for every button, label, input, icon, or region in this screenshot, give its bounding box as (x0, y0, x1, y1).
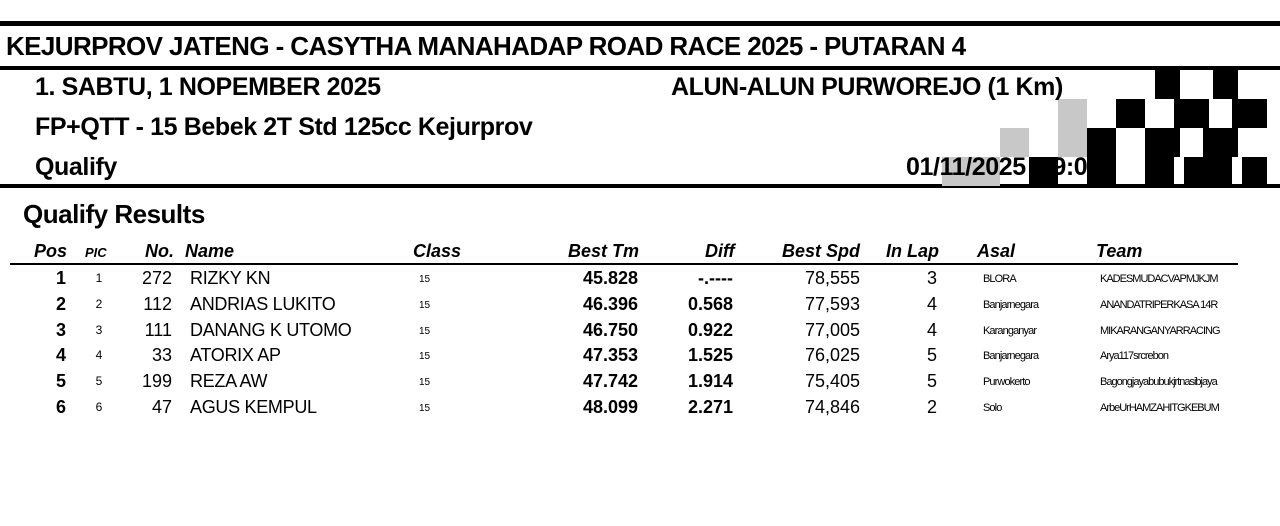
result-pos: 2 (55, 293, 66, 314)
rider-origin: Solo (983, 402, 1002, 414)
rider-class: 15 (419, 351, 431, 363)
rider-name: ATORIX AP (190, 345, 281, 366)
best-speed: 77,005 (804, 319, 860, 340)
result-pos: 5 (55, 371, 66, 392)
best-speed: 76,025 (804, 345, 860, 366)
in-lap: 4 (926, 293, 937, 314)
rider-team: Arya117srcrebon (1100, 350, 1168, 363)
best-time: 47.742 (582, 371, 638, 392)
table-row (0, 397, 1280, 423)
rider-name: DANANG K UTOMO (190, 319, 352, 340)
table-header-rule (10, 263, 1238, 265)
best-speed: 74,846 (804, 397, 860, 417)
col-name: Name (185, 241, 235, 261)
rider-team: ArbeUrHAMZAHITGKEBUM (1100, 402, 1219, 414)
rider-origin: BLORA (983, 273, 1016, 285)
result-pic: 5 (95, 374, 103, 389)
best-time: 47.353 (582, 345, 638, 366)
in-lap: 3 (926, 268, 937, 288)
result-pic: 2 (95, 296, 103, 311)
rider-class: 15 (419, 274, 431, 285)
rider-origin: Purwokerto (983, 376, 1030, 389)
col-class: Class (413, 241, 462, 261)
table-row (0, 320, 1280, 346)
rider-name: REZA AW (190, 371, 268, 392)
col-pic: PIC (85, 245, 107, 260)
rider-class: 15 (419, 299, 431, 311)
result-pic: 1 (95, 271, 103, 285)
event-title: KEJURPROV JATENG - CASYTHA MANAHADAP ROAD RACE 2025 - PUTARAN 4 (6, 31, 966, 61)
rider-team: ANANDATRIPERKASA 14R (1100, 298, 1218, 311)
best-time: 46.396 (582, 293, 638, 314)
result-pos: 3 (55, 319, 66, 340)
top-rule (0, 21, 1280, 26)
table-row (0, 345, 1280, 371)
best-time: 46.750 (582, 319, 638, 340)
col-in-lap: In Lap (886, 241, 939, 261)
time-diff: 1.914 (687, 371, 733, 392)
session-datetime: 01/11/2025 09:00 (906, 153, 1101, 181)
col-best-spd: Best Spd (782, 241, 861, 261)
col-diff: Diff (705, 241, 735, 261)
col-best-tm: Best Tm (568, 241, 640, 261)
result-pic: 6 (95, 400, 103, 414)
rider-name: RIZKY KN (190, 268, 271, 288)
best-speed: 78,555 (804, 268, 860, 288)
time-diff: 0.568 (687, 293, 733, 314)
time-diff: -.---- (698, 268, 733, 288)
rider-number: 47 (151, 397, 172, 417)
rider-team: Bagongjayabubukjrtnasibjaya (1100, 376, 1217, 389)
best-speed: 75,405 (804, 371, 860, 392)
rider-origin: Banjarnegara (983, 350, 1039, 363)
col-team: Team (1096, 241, 1143, 261)
rider-number: 112 (143, 293, 172, 314)
rider-name: AGUS KEMPUL (190, 397, 317, 417)
rider-class: 15 (419, 325, 431, 337)
event-venue: ALUN-ALUN PURWOREJO (1 Km) (671, 73, 1063, 101)
result-pos: 1 (55, 268, 66, 288)
rider-number: 199 (141, 371, 172, 392)
results-heading: Qualify Results (23, 199, 205, 229)
result-pic: 4 (95, 348, 103, 363)
rider-team: KADESMUDACVAPMJKJM (1100, 273, 1218, 285)
session-class: FP+QTT - 15 Bebek 2T Std 125cc Kejurprov (35, 113, 533, 141)
result-pos: 6 (55, 397, 66, 417)
time-diff: 2.271 (687, 397, 733, 417)
time-diff: 1.525 (687, 345, 733, 366)
in-lap: 5 (926, 371, 937, 392)
rider-number: 33 (151, 345, 172, 366)
result-pos: 4 (55, 345, 66, 366)
rider-number: 111 (144, 319, 172, 340)
table-row (0, 268, 1280, 294)
time-diff: 0.922 (687, 319, 733, 340)
best-time: 48.099 (582, 397, 638, 417)
col-pos: Pos (34, 241, 68, 261)
in-lap: 5 (926, 345, 937, 366)
rider-class: 15 (419, 403, 431, 414)
in-lap: 4 (926, 319, 937, 340)
in-lap: 2 (926, 397, 937, 417)
rider-origin: Banjarnegara (983, 298, 1039, 311)
rider-team: MIKARANGANYARRACING (1100, 324, 1220, 337)
best-time: 45.828 (582, 268, 638, 288)
best-speed: 77,593 (804, 293, 860, 314)
table-row (0, 371, 1280, 397)
rider-class: 15 (419, 377, 431, 389)
result-pic: 3 (95, 322, 103, 337)
session-name: Qualify (35, 153, 117, 181)
rider-origin: Karanganyar (983, 324, 1037, 337)
rider-number: 272 (141, 268, 172, 288)
event-day: 1. SABTU, 1 NOPEMBER 2025 (35, 73, 381, 101)
table-row (0, 294, 1280, 320)
rider-name: ANDRIAS LUKITO (190, 293, 336, 314)
col-asal: Asal (977, 241, 1016, 261)
col-no: No. (145, 241, 174, 261)
